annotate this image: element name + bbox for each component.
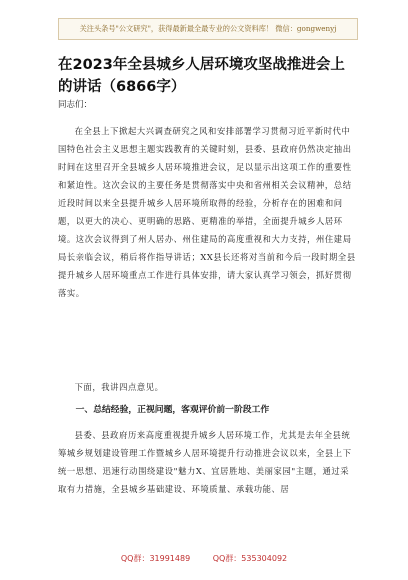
body-paragraph: 下面，我讲四点意见。 [74, 382, 164, 392]
document-title: 在2023年全县城乡人居环境攻坚战推进会上的讲话（6866字） [58, 57, 345, 95]
salutation: 同志们： [58, 100, 93, 110]
footer-qq-group-2: QQ群：535304092 [212, 554, 288, 563]
body-paragraph: 县委、县政府历来高度重视提升城乡人居环境工作，尤其是去年全县统筹城乡规划建设管理工作暨城乡人居环境提升行动推进会议以来，全县上下统一思想、迅速行动围绕建设"魅力X、宜居胜地、美丽家园"主题，通过采取有力措施，全县城乡基础建设、环境质量、承载功能、居 [58, 430, 352, 494]
footer-contact [0, 553, 408, 564]
body-paragraph: 在全县上下掀起大兴调查研究之风和安排部署学习贯彻习近平新时代中国特色社会主义思想主题实践教育的关键时刻，县委、县政府仍然决定抽出时间在这里召开全县城乡人居环境推进会议，足以显示出这项工作的重要性和紧迫性。这次会议的主要任务是贯彻落实中央和省州相关会议精神，总结近段时间以来全县提升城乡人居环境所取得的经验，分析存在的困难和问题，以更大的决心、更明确的思路、更精准的举措，全面提升城乡人居环境。这次会议得到了州人居办、州住建局的高度重视和大力支持，州住建局局长亲临会议，稍后将作指导讲话；XX县长还将对当前和今后一段时期全县提升城乡人居环境重点工作进行具体安排，请大家认真学习领会，抓好贯彻落实。 [58, 126, 356, 298]
header-banner: 关注头条号"公文研究"，获得最新最全最专业的公文资料库！ 微信：gongwenyj [58, 18, 358, 40]
section-heading: 一、总结经验，正视问题，客观评价前一阶段工作 [75, 405, 270, 415]
footer-qq-group-1: QQ群：31991489 [120, 554, 191, 563]
